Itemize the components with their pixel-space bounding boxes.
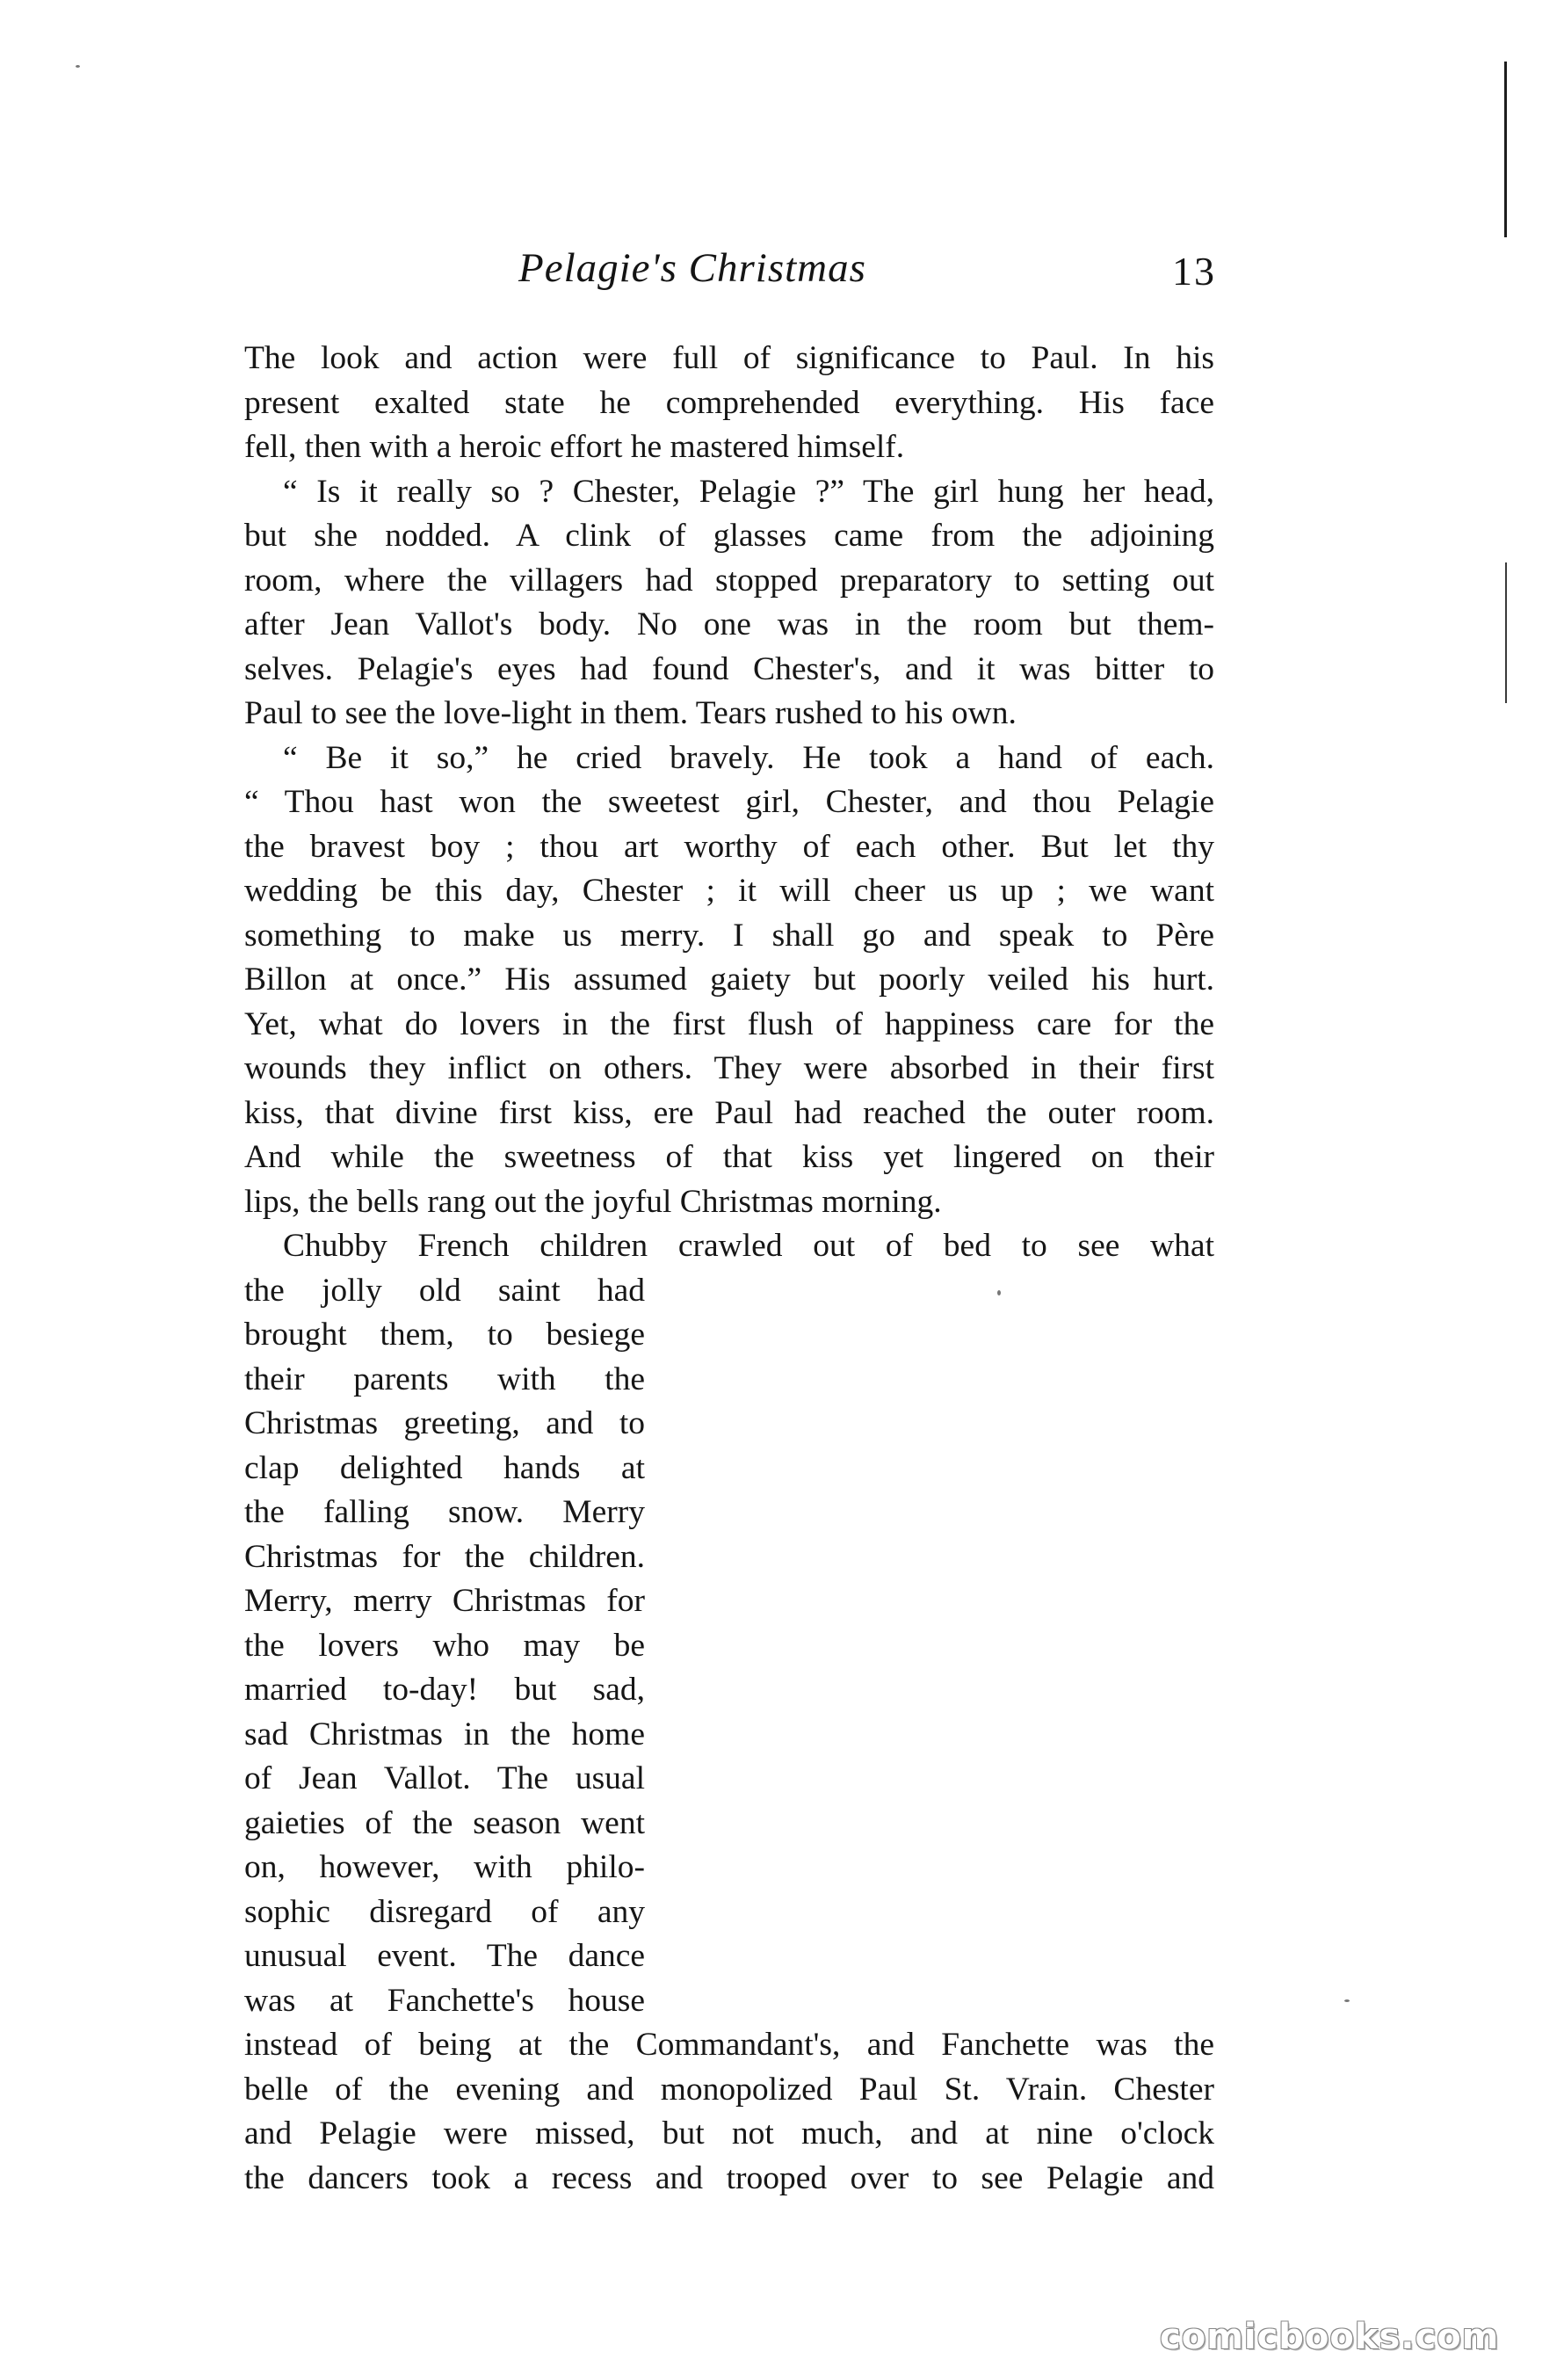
text-line: Billon at once.” His assumed gaiety but poorly veiled his hurt. — [244, 961, 1214, 998]
running-title: Pelagie's Christmas — [518, 245, 866, 291]
text-line: Merry, merry Christmas for — [244, 1583, 645, 1619]
text-line: unusual event. The dance — [244, 1938, 645, 1974]
text-line: something to make us merry. I shall go and speak to Père — [244, 917, 1214, 954]
text-line: was at Fanchette's house — [244, 1982, 645, 2019]
text-line: The look and action were full of significance to Paul. In his — [244, 340, 1214, 376]
text-line: and Pelagie were missed, but not much, and at nine o'clock — [244, 2115, 1214, 2151]
text-line: “ Be it so,” he cried bravely. He took a hand of each. — [283, 739, 1214, 776]
text-line: gaieties of the season went — [244, 1804, 645, 1841]
text-line: present exalted state he comprehended everything. His face — [244, 384, 1214, 421]
text-line: brought them, to besiege — [244, 1317, 645, 1353]
text-line: “ Thou hast won the sweetest girl, Chester, and thou Pelagie — [244, 784, 1214, 820]
text-line: belle of the evening and monopolized Paul St. Vrain. Chester — [244, 2071, 1214, 2108]
text-line: room, where the villagers had stopped preparatory to setting out — [244, 562, 1214, 599]
text-line: kiss, that divine first kiss, ere Paul had reached the outer room. — [244, 1094, 1214, 1131]
text-line: Paul to see the love-light in them. Tears rushed to his own. — [244, 695, 1017, 731]
text-line: the lovers who may be — [244, 1627, 645, 1664]
scan-edge-line — [1505, 562, 1507, 703]
text-line: their parents with the — [244, 1361, 645, 1397]
body-text — [244, 337, 1214, 2201]
text-line: the dancers took a recess and trooped over to see Pelagie and — [244, 2159, 1214, 2196]
text-line: on, however, with philo- — [244, 1849, 645, 1885]
text-line: And while the sweetness of that kiss yet lingered on their — [244, 1139, 1214, 1175]
scan-speck — [997, 1290, 1001, 1295]
text-line: after Jean Vallot's body. No one was in the room but them- — [244, 606, 1214, 642]
text-line: “ Is it really so ? Chester, Pelagie ?” The girl hung her head, — [283, 473, 1214, 510]
watermark: comicbooks.com — [1160, 2317, 1500, 2357]
text-line: sophic disregard of any — [244, 1893, 645, 1930]
text-line: wounds they inflict on others. They were absorbed in their first — [244, 1050, 1214, 1086]
scan-edge-line — [1504, 62, 1507, 237]
scan-speck — [76, 65, 80, 68]
text-line: Yet, what do lovers in the first flush of happiness care for the — [244, 1005, 1214, 1042]
text-line: sad Christmas in the home — [244, 1716, 645, 1752]
text-line: lips, the bells rang out the joyful Christmas morning. — [244, 1183, 942, 1220]
text-line: Christmas greeting, and to — [244, 1405, 645, 1441]
text-line: Christmas for the children. — [244, 1538, 645, 1575]
text-line: the falling snow. Merry — [244, 1494, 645, 1530]
running-head — [0, 236, 1252, 306]
text-line: Chubby French children crawled out of bed to see what — [283, 1228, 1214, 1264]
text-line: fell, then with a heroic effort he mastered himself. — [244, 429, 905, 465]
text-line: the jolly old saint had — [244, 1272, 645, 1309]
text-line: wedding be this day, Chester ; it will cheer us up ; we want — [244, 873, 1214, 909]
text-line: instead of being at the Commandant's, and Fanchette was the — [244, 2027, 1214, 2063]
text-line: married to-day! but sad, — [244, 1672, 645, 1708]
text-line: the bravest boy ; thou art worthy of each other. But let thy — [244, 828, 1214, 865]
text-line: clap delighted hands at — [244, 1449, 645, 1486]
scan-speck — [1344, 1999, 1350, 2002]
text-line: of Jean Vallot. The usual — [244, 1760, 645, 1796]
text-line: selves. Pelagie's eyes had found Chester's, and it was bitter to — [244, 650, 1214, 687]
page-number: 13 — [1172, 249, 1216, 294]
text-line: but she nodded. A clink of glasses came from the adjoining — [244, 518, 1214, 554]
